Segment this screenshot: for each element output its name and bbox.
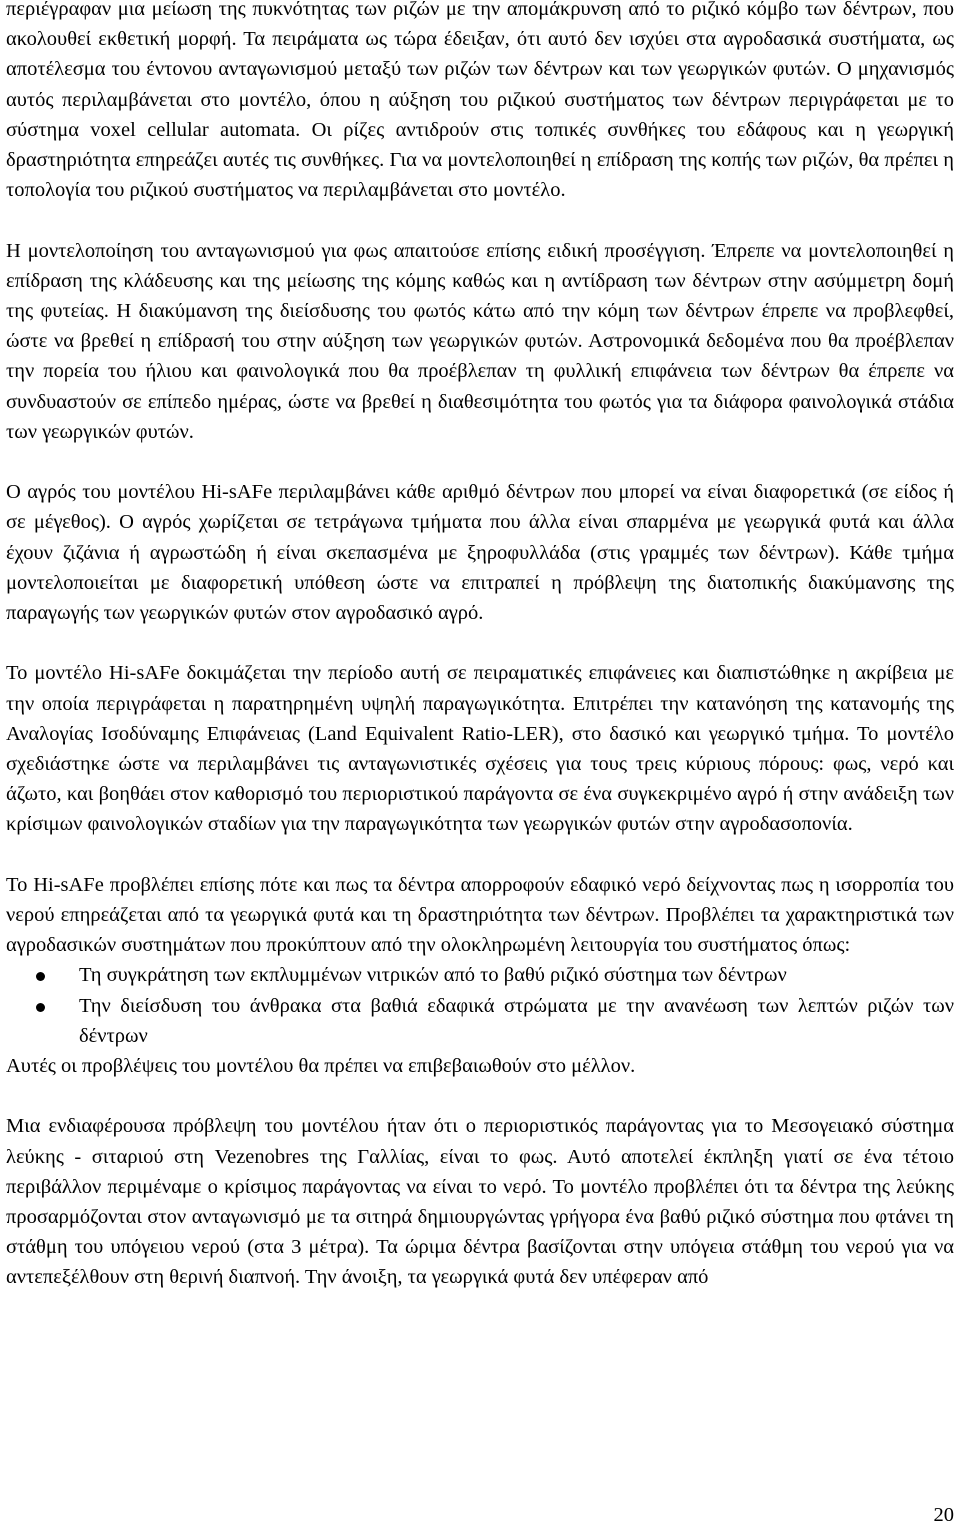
bullet-icon <box>36 972 45 981</box>
paragraph-field-model: Ο αγρός του μοντέλου Hi-sAFe περιλαμβάνει κάθε αριθμό δέντρων που μπορεί να είναι διαφορετικά (σε είδος ή σε μέγεθος). Ο αγρός χωρίζεται σε τετράγωνα τμήματα που άλλα είναι σπαρμένα με γεωργικά φυτά και άλλα έχουν ζιζάνια ή αγρωστώδη ή είναι σκεπασμένα με ξηροφυλλάδα (στις γραμμές των δέντρων). Κάθε τμήμα μοντελοποιείται με διαφορετική υπόθεση ώστε να επιτραπεί η πρόβλεψη της διατοπικής διακύμανσης της παραγωγής των γεωργικών φυτών στον αγροδασικό αγρό. <box>6 481 954 625</box>
page-number: 20 <box>933 1504 954 1526</box>
paragraph-model-testing: Το μοντέλο Hi-sAFe δοκιμάζεται την περίοδο αυτή σε πειραματικές επιφάνειες και διαπιστώθηκε η ακρίβεια με την οποία περιγράφεται η παρατηρημένη υψηλή παραγωγικότητα. Επιτρέπει την κατανόηση της κατανομής της Αναλογίας Ισοδύναμης Επιφάνειας (Land Equivalent Ratio-LER), στο δασικό και γεωργικό τμήμα. Το μοντέλο σχεδιάστηκε ώστε να περιλαμβάνει τις ανταγωνιστικές σχέσεις για τους τρεις κύριους πόρους: φως, νερό και άζωτο, και βοηθάει στον καθορισμό του περιοριστικού παράγοντα σε ένα συγκεκριμένο αγρό ή στην ανάδειξη των κρίσιμων φαινολογικών σταδίων για την παραγωγικότητα των γεωργικών φυτών στην αγροδασοπονία. <box>6 662 954 836</box>
paragraph-water-uptake: Το Hi-sAFe προβλέπει επίσης πότε και πως τα δέντρα απορροφούν εδαφικό νερό δείχνοντας πως η ισορροπία του νερού επηρεάζεται από τα γεωργικά φυτά και τη δραστηριότητα των δέντρων. Προβλέπει τα χαρακτηριστικά των αγροδασικών συστημάτων που προκύπτουν από την ολοκληρωμένη λειτουργία του συστήματος όπως: <box>6 873 954 957</box>
list-item-text: Τη συγκράτηση των εκπλυμμένων νιτρικών από το βαθύ ριζικό σύστημα των δέντρων <box>79 964 787 987</box>
paragraph-predictions-verification: Αυτές οι προβλέψεις του μοντέλου θα πρέπει να επιβεβαιωθούν στο μέλλον. <box>6 1055 636 1078</box>
list-item <box>6 960 954 990</box>
paragraph-root-density: περιέγραφαν μια μείωση της πυκνότητας των ριζών με την απομάκρυνση από το ριζικό κόμβο των δέντρων, που ακολουθεί εκθετική μορφή. Τα πειράματα ως τώρα έδειξαν, ότι αυτό δεν ισχύει στα αγροδασικά συστήματα, ως αποτέλεσμα του έντονου ανταγωνισμού μεταξύ των ριζών των δέντρων και των γεωργικών φυτών. Ο μηχανισμός αυτός περιλαμβάνεται στο μοντέλο, όπου η αύξηση του ριζικού συστήματος των δέντρων περιγράφεται με το σύστημα voxel cellular automata. Οι ρίζες αντιδρούν στις τοπικές συνθήκες του εδάφους και η γεωργική δραστηριότητα επηρεάζει αυτές τις συνθήκες. Για να μοντελοποιηθεί η επίδραση της κοπής των ριζών, θα πρέπει η τοπολογία του ριζικού συστήματος να περιλαμβάνεται στο μοντέλο. <box>6 0 954 202</box>
paragraph-light-competition: Η μοντελοποίηση του ανταγωνισμού για φως απαιτούσε επίσης ειδική προσέγγιση. Έπρεπε να μοντελοποιηθεί η επίδραση της κλάδευσης και της μείωσης της κόμης καθώς και η αντίδραση των δέντρων στην ασύμμετρη δομή της φυτείας. Η διακύμανση της διείσδυσης του φωτός κάτω από την κόμη των δέντρων έπρεπε να προβλεφθεί, ώστε να βρεθεί η επίδρασή του στην αύξηση των γεωργικών φυτών. Αστρονομικά δεδομένα που θα προέβλεπαν την πορεία του ήλιου και φαινολογικά που θα προέβλεπαν τη φυλλική επιφάνεια των δέντρων θα έπρεπε να συνδυαστούν σε επίπεδο ημέρας, ώστε να βρεθεί η διαθεσιμότητα του φωτός για τα διάφορα φαινολογικά στάδια των γεωργικών φυτών. <box>6 239 954 443</box>
list-item-text: Την διείσδυση του άνθρακα στα βαθιά εδαφικά στρώματα με την ανανέωση των λεπτών ριζών των δέντρων <box>79 994 954 1047</box>
paragraph-limiting-factor: Μια ενδιαφέρουσα πρόβλεψη του μοντέλου ήταν ότι ο περιοριστικός παράγοντας για το Μεσογειακό σύστημα λεύκης - σιταριού στη Vezenobres της Γαλλίας, είναι το φως. Αυτό αποτελεί έκπληξη γιατί σε ένα τέτοιο περιβάλλον περιμέναμε ο κρίσιμος παράγοντας να είναι το νερό. Το μοντέλο προβλέπει ότι τα δέντρα της λεύκης προσαρμόζονται στον ανταγωνισμό με τα σιτηρά δημιουργώντας γρήγορα ένα βαθύ ριζικό σύστημα που φτάνει τη στάθμη του υπόγειου νερού (στα 3 μέτρα). Τα ώριμα δέντρα βασίζονται στην υπόγεια στάθμη του νερού για να αντεπεξέλθουν στη θερινή διαπνοή. Την άνοιξη, τα γεωργικά φυτά δεν υπέφεραν από <box>6 1115 954 1289</box>
bullet-icon <box>36 1003 45 1012</box>
document-page <box>6 0 954 1293</box>
bullet-list <box>6 960 954 1051</box>
list-item <box>6 991 954 1051</box>
